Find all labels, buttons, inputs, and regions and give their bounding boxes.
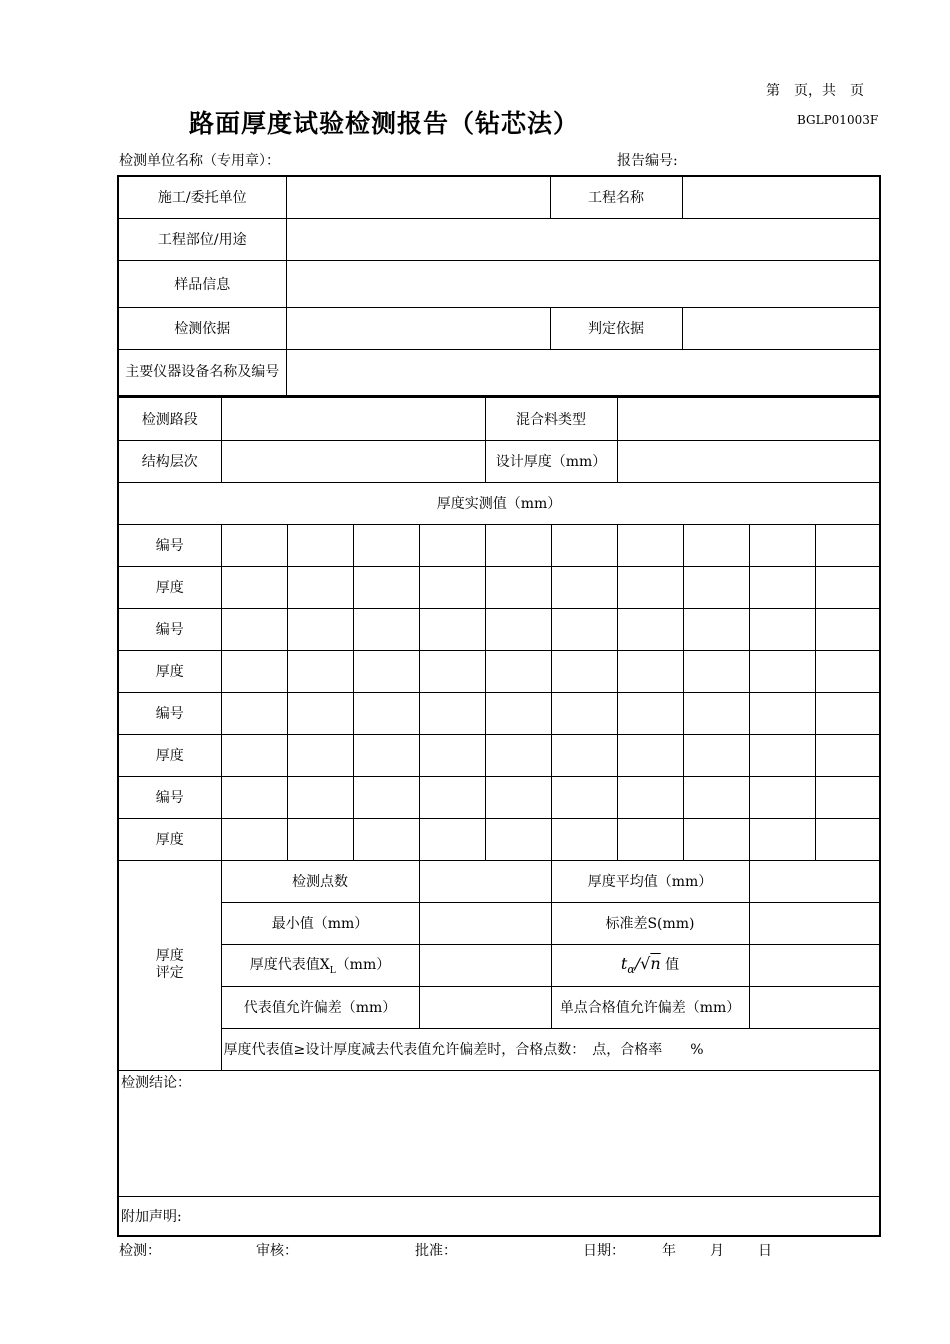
table-row [118,818,880,860]
tester-label: 检测： [119,1243,161,1259]
std-dev-label: 标准差S(mm) [551,902,749,944]
reviewer-label: 审核： [256,1243,298,1259]
remark-cell[interactable] [118,1196,880,1236]
test-basis-value[interactable] [286,307,550,349]
measured-header: 厚度实测值（mm） [118,482,880,524]
t-factor-label [551,944,749,986]
table-row [118,776,880,818]
t-factor-value[interactable] [749,944,880,986]
approver-label: 批准： [415,1243,457,1259]
table-row [118,650,880,692]
t-alpha-sqrt-n-formula: $t_\alpha/√n$ [620,953,661,977]
conclusion-label: 检测结论： [121,1074,191,1091]
instrument-value[interactable] [286,349,880,396]
t-factor-suffix: 值 [665,956,680,973]
single-deviation-label: 单点合格值允许偏差（mm） [551,986,749,1028]
instrument-label: 主要仪器设备名称及编号 [118,349,286,396]
rep-deviation-value[interactable] [419,986,551,1028]
avg-thickness-label: 厚度平均值（mm） [551,860,749,902]
row-label: 厚度 [118,566,221,608]
road-section-value[interactable] [221,397,485,440]
design-thickness-value[interactable] [617,440,880,482]
design-thickness-label: 设计厚度（mm） [485,440,617,482]
table-row [118,524,880,566]
row-label: 厚度 [118,650,221,692]
rep-label-main: 厚度代表值X [249,957,330,974]
project-part-value[interactable] [286,218,880,260]
representative-value-label [221,944,419,986]
year-label: 年 [662,1243,676,1259]
sample-info-label: 样品信息 [118,260,286,307]
avg-thickness-value[interactable] [749,860,880,902]
judge-basis-value[interactable] [682,307,880,349]
rep-deviation-label: 代表值允许偏差（mm） [221,986,419,1028]
project-part-label: 工程部位/用途 [118,218,286,260]
points-value[interactable] [419,860,551,902]
pass-rate-statement: 厚度代表值≥设计厚度减去代表值允许偏差时，合格点数： 点，合格率 % [221,1028,880,1070]
project-name-label: 工程名称 [550,176,682,218]
single-deviation-value[interactable] [749,986,880,1028]
rep-label-tail: （mm） [335,957,391,974]
report-title: 路面厚度试验检测报告（钻芯法） [189,109,580,138]
row-label: 厚度 [118,818,221,860]
evaluation-label-text: 厚度评定 [155,948,184,981]
day-label: 日 [758,1243,772,1259]
row-label: 编号 [118,692,221,734]
min-value-label: 最小值（mm） [221,902,419,944]
row-label: 厚度 [118,734,221,776]
mix-type-value[interactable] [617,397,880,440]
row-label: 编号 [118,776,221,818]
layer-value[interactable] [221,440,485,482]
client-value[interactable] [286,176,550,218]
evaluation-label [118,860,221,1070]
form-code: BGLP01003F [797,113,879,127]
client-label: 施工/委托单位 [118,176,286,218]
mix-type-label: 混合料类型 [485,397,617,440]
date-label: 日期： [583,1243,625,1259]
table-row [118,692,880,734]
rep-label-sub: L [329,965,336,976]
table-row [118,566,880,608]
sample-info-value[interactable] [286,260,880,307]
measurement-table [117,396,881,1237]
table-row [118,734,880,776]
test-basis-label: 检测依据 [118,307,286,349]
project-name-value[interactable] [682,176,880,218]
points-label: 检测点数 [221,860,419,902]
remark-label: 附加声明: [121,1208,182,1225]
row-label: 编号 [118,608,221,650]
min-value[interactable] [419,902,551,944]
judge-basis-label: 判定依据 [550,307,682,349]
info-table [117,175,881,397]
report-number-label: 报告编号: [617,153,678,169]
page-info: 第 页，共 页 [766,83,864,99]
table-row [118,608,880,650]
testing-unit-label: 检测单位名称（专用章）： [119,153,280,169]
std-dev-value[interactable] [749,902,880,944]
road-section-label: 检测路段 [118,397,221,440]
layer-label: 结构层次 [118,440,221,482]
row-label: 编号 [118,524,221,566]
month-label: 月 [710,1243,724,1259]
representative-value[interactable] [419,944,551,986]
conclusion-cell[interactable] [118,1070,880,1196]
